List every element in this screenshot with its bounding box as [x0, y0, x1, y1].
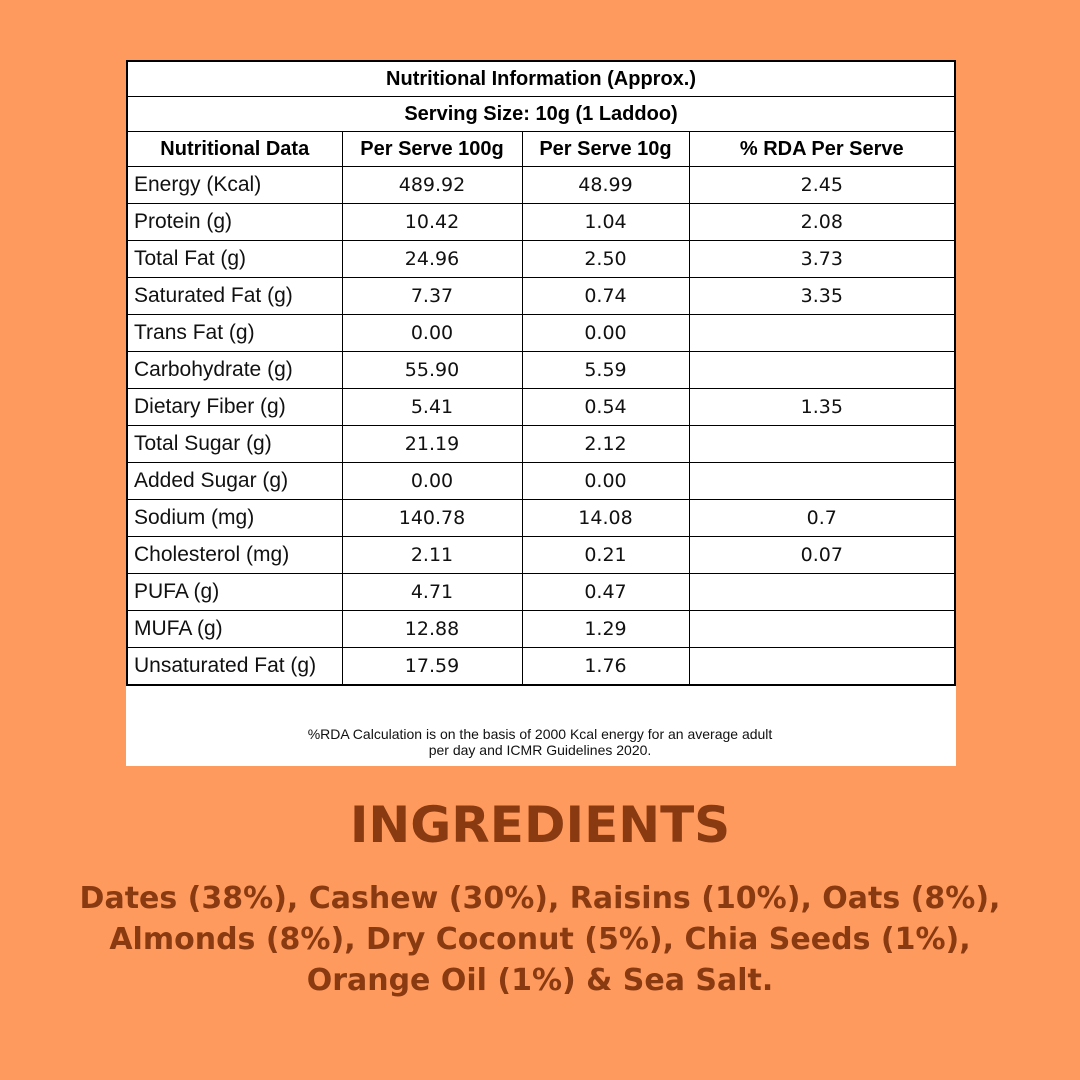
nutrient-label: PUFA (g) — [127, 574, 342, 611]
nutrient-label: MUFA (g) — [127, 611, 342, 648]
nutrient-value — [689, 352, 955, 389]
nutrient-value: 24.96 — [342, 241, 522, 278]
nutrient-value: 7.37 — [342, 278, 522, 315]
table-row — [127, 167, 955, 204]
table-row — [127, 537, 955, 574]
nutrient-value: 2.45 — [689, 167, 955, 204]
nutrient-value: 0.47 — [522, 574, 689, 611]
nutrient-value: 0.21 — [522, 537, 689, 574]
nutrient-value: 0.54 — [522, 389, 689, 426]
nutrient-label: Sodium (mg) — [127, 500, 342, 537]
nutrient-value: 1.04 — [522, 204, 689, 241]
ingredients-line: Almonds (8%), Dry Coconut (5%), Chia Seeds (1%), — [109, 922, 971, 957]
nutrient-value: 2.11 — [342, 537, 522, 574]
nutrient-value: 55.90 — [342, 352, 522, 389]
table-row — [127, 500, 955, 537]
ingredients-line: Orange Oil (1%) & Sea Salt. — [306, 963, 774, 998]
table-row — [127, 278, 955, 315]
nutrient-value — [689, 574, 955, 611]
table-header-row — [127, 132, 955, 167]
nutrient-value: 12.88 — [342, 611, 522, 648]
nutrient-value: 5.59 — [522, 352, 689, 389]
table-row — [127, 389, 955, 426]
nutrient-value: 2.08 — [689, 204, 955, 241]
column-header: Nutritional Data — [127, 132, 342, 167]
nutrient-value: 1.35 — [689, 389, 955, 426]
nutrient-value: 0.74 — [522, 278, 689, 315]
table-row — [127, 315, 955, 352]
nutrient-value: 0.7 — [689, 500, 955, 537]
nutrient-value — [689, 648, 955, 686]
nutrient-value — [689, 611, 955, 648]
table-row — [127, 463, 955, 500]
column-header: Per Serve 100g — [342, 132, 522, 167]
nutrient-value: 1.29 — [522, 611, 689, 648]
nutrient-value — [689, 315, 955, 352]
nutrient-value: 14.08 — [522, 500, 689, 537]
nutrition-panel — [126, 60, 956, 766]
table-row — [127, 426, 955, 463]
table-row — [127, 241, 955, 278]
nutrient-value: 3.35 — [689, 278, 955, 315]
nutrient-value: 17.59 — [342, 648, 522, 686]
rda-note-line: %RDA Calculation is on the basis of 2000 Kcal energy for an average adult — [307, 726, 773, 742]
nutrient-value — [689, 463, 955, 500]
nutrient-label: Added Sugar (g) — [127, 463, 342, 500]
nutrient-value: 140.78 — [342, 500, 522, 537]
nutrient-label: Cholesterol (mg) — [127, 537, 342, 574]
nutrient-label: Total Sugar (g) — [127, 426, 342, 463]
nutrient-value: 5.41 — [342, 389, 522, 426]
ingredients-line: Dates (38%), Cashew (30%), Raisins (10%), Oats (8%), — [79, 881, 1001, 916]
nutrient-value: 21.19 — [342, 426, 522, 463]
nutrient-value: 2.50 — [522, 241, 689, 278]
nutrient-label: Protein (g) — [127, 204, 342, 241]
nutrient-value: 0.00 — [342, 463, 522, 500]
nutrition-table — [126, 60, 956, 686]
rda-note — [126, 726, 954, 758]
table-row — [127, 648, 955, 686]
table-row — [127, 611, 955, 648]
nutrient-value: 0.00 — [522, 315, 689, 352]
nutrient-label: Carbohydrate (g) — [127, 352, 342, 389]
nutrient-value: 0.00 — [522, 463, 689, 500]
table-row — [127, 352, 955, 389]
nutrient-value: 0.00 — [342, 315, 522, 352]
nutrient-value: 10.42 — [342, 204, 522, 241]
ingredients-list — [40, 878, 1040, 1001]
table-row — [127, 204, 955, 241]
nutrient-value: 48.99 — [522, 167, 689, 204]
nutrient-value: 3.73 — [689, 241, 955, 278]
nutrient-label: Trans Fat (g) — [127, 315, 342, 352]
nutrient-value: 4.71 — [342, 574, 522, 611]
ingredients-heading: INGREDIENTS — [349, 796, 731, 854]
nutrient-label: Unsaturated Fat (g) — [127, 648, 342, 686]
column-header: % RDA Per Serve — [689, 132, 955, 167]
column-header: Per Serve 10g — [522, 132, 689, 167]
nutrient-value: 1.76 — [522, 648, 689, 686]
nutrient-value: 2.12 — [522, 426, 689, 463]
nutrient-label: Energy (Kcal) — [127, 167, 342, 204]
nutrient-label: Dietary Fiber (g) — [127, 389, 342, 426]
rda-note-line: per day and ICMR Guidelines 2020. — [428, 742, 652, 758]
nutrient-label: Saturated Fat (g) — [127, 278, 342, 315]
table-row — [127, 574, 955, 611]
table-title: Nutritional Information (Approx.) — [127, 61, 955, 97]
nutrient-label: Total Fat (g) — [127, 241, 342, 278]
nutrient-value — [689, 426, 955, 463]
serving-size: Serving Size: 10g (1 Laddoo) — [127, 97, 955, 132]
nutrient-value: 489.92 — [342, 167, 522, 204]
nutrient-value: 0.07 — [689, 537, 955, 574]
